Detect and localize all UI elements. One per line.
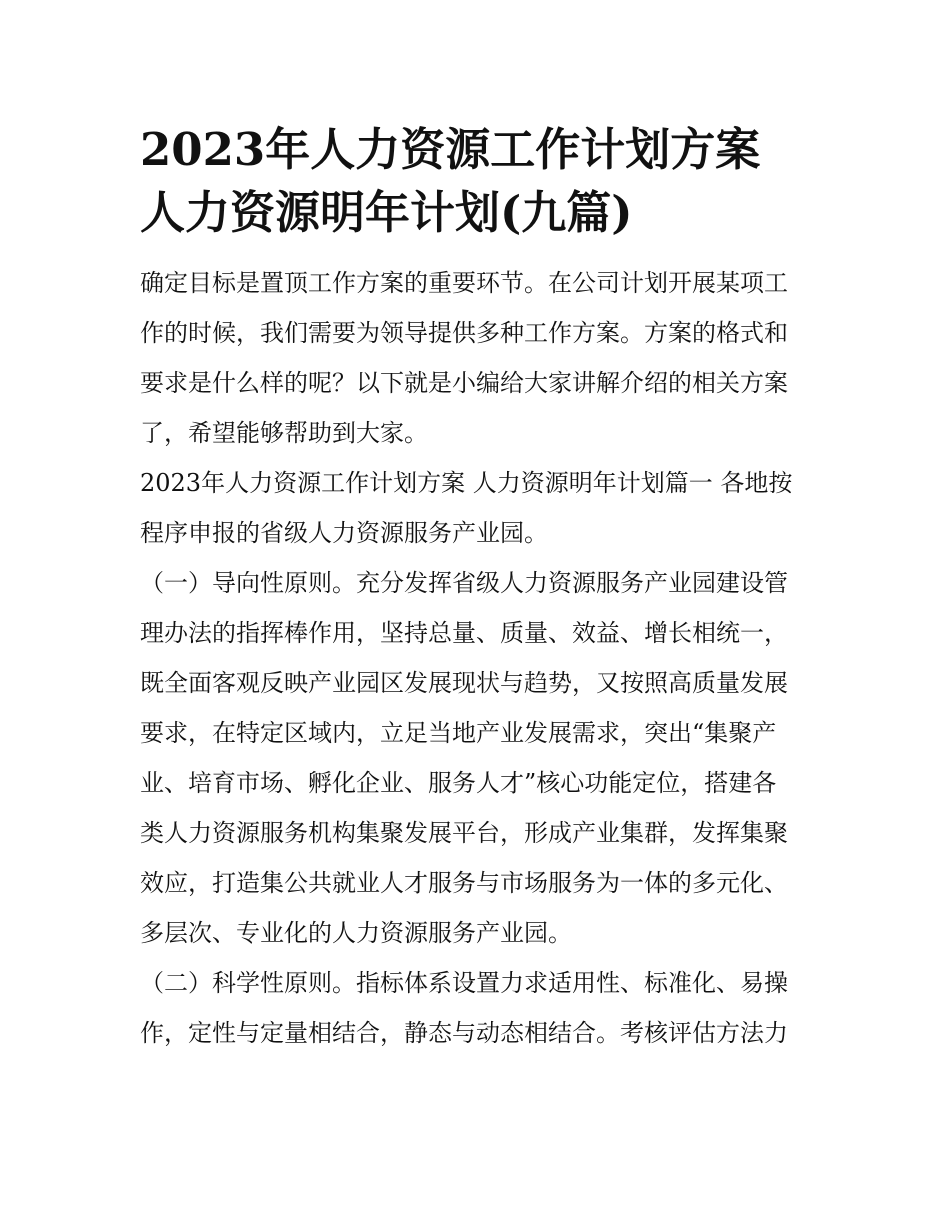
- principle-one-paragraph: [140, 558, 815, 958]
- paragraph-line: 多层次、专业化的人力资源服务产业园。: [140, 919, 572, 947]
- document-content: [140, 118, 815, 1058]
- paragraph-line: 效应，打造集公共就业人才服务与市场服务为一体的多元化、: [140, 869, 788, 897]
- paragraph-line: 2023年人力资源工作计划方案 人力资源明年计划篇一 各地按: [140, 469, 793, 497]
- paragraph-line: 理办法的指挥棒作用，坚持总量、质量、效益、增长相统一，: [140, 619, 788, 647]
- title-line-2: 人力资源明年计划(九篇): [140, 186, 633, 239]
- paragraph-line: （一）导向性原则。充分发挥省级人力资源服务产业园建设管: [140, 569, 788, 597]
- paragraph-line: 业、培育市场、孵化企业、服务人才”核心功能定位，搭建各: [140, 769, 777, 797]
- paragraph-line: 确定目标是置顶工作方案的重要环节。在公司计划开展某项工: [140, 269, 788, 297]
- paragraph-line: （二）科学性原则。指标体系设置力求适用性、标准化、易操: [140, 969, 788, 997]
- paragraph-line: 要求，在特定区域内，立足当地产业发展需求，突出“集聚产: [140, 719, 777, 747]
- document-title: [140, 118, 815, 244]
- paragraph-line: 作，定性与定量相结合，静态与动态相结合。考核评估方法力: [140, 1019, 788, 1047]
- paragraph-line: 类人力资源服务机构集聚发展平台，形成产业集群，发挥集聚: [140, 819, 788, 847]
- title-spacing: [140, 244, 815, 258]
- paragraph-line: 了，希望能够帮助到大家。: [140, 419, 428, 447]
- section-heading-paragraph: [140, 458, 815, 558]
- intro-paragraph: [140, 258, 815, 458]
- title-line-1: 2023年人力资源工作计划方案: [140, 123, 761, 176]
- paragraph-line: 作的时候，我们需要为领导提供多种工作方案。方案的格式和: [140, 319, 788, 347]
- paragraph-line: 程序申报的省级人力资源服务产业园。: [140, 519, 548, 547]
- paragraph-line: 既全面客观反映产业园区发展现状与趋势，又按照高质量发展: [140, 669, 788, 697]
- principle-two-paragraph: [140, 958, 815, 1058]
- paragraph-line: 要求是什么样的呢？以下就是小编给大家讲解介绍的相关方案: [140, 369, 788, 397]
